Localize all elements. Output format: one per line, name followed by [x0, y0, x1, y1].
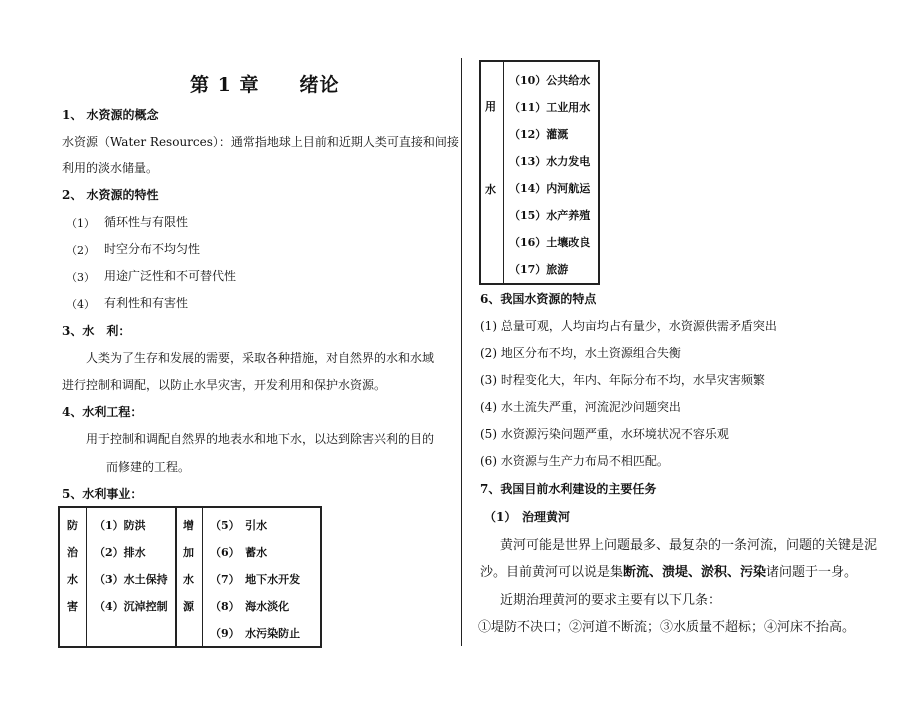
feature-item: (5) 水资源污染问题严重，水环境状况不容乐观	[480, 427, 729, 441]
group-label-char: 用	[485, 100, 496, 113]
characteristic-text-4: 有利性和有害性	[104, 296, 189, 310]
group-label-char: 源	[183, 600, 194, 613]
water-affair-item: （9） 水污染防止	[210, 627, 301, 640]
water-use-item: （12）灌溉	[509, 128, 569, 141]
yellow-river-problems: 断流、溃堤、淤积、污染	[623, 565, 767, 580]
water-affair-item: （5） 引水	[210, 519, 268, 532]
water-affair-item: （8） 海水淡化	[210, 600, 290, 613]
group-label-char: 防	[67, 519, 78, 532]
characteristic-num-1: （1）	[66, 217, 95, 230]
water-affair-item: （6） 蓄水	[210, 546, 268, 559]
table-divider	[202, 507, 203, 647]
table-divider	[175, 507, 177, 647]
section-4-line-1: 用于控制和调配自然界的地表水和地下水，以达到除害兴利的目的	[86, 432, 435, 446]
water-use-item: （15）水产养殖	[509, 209, 591, 222]
water-use-item: （17）旅游	[509, 263, 569, 276]
table-divider	[503, 61, 504, 284]
section-4-heading: 4、水利工程：	[62, 405, 143, 419]
section-6-heading: 6、我国水资源的特点	[480, 292, 597, 306]
water-use-item: （11）工业用水	[509, 101, 591, 114]
group-label-char: 水	[67, 573, 78, 586]
section-3-line-1: 人类为了生存和发展的需要，采取各种措施，对自然界的水和水域	[86, 351, 435, 365]
yellow-river-line-2-pre: 沙。目前黄河可以说是集	[480, 565, 624, 580]
section-4-line-2: 而修建的工程。	[106, 460, 191, 474]
table-divider	[86, 507, 87, 647]
water-affair-item: （4）沉淖控制	[94, 600, 168, 613]
section-1-heading: 1、 水资源的概念	[62, 108, 159, 122]
task-title: 治理黄河	[522, 510, 571, 524]
characteristic-num-2: （2）	[66, 244, 95, 257]
yellow-river-line-2	[480, 561, 857, 580]
yellow-river-line-2-post: 诸问题于一身。	[766, 565, 858, 580]
water-use-item: （10）公共给水	[509, 74, 591, 87]
characteristic-text-3: 用途广泛性和不可替代性	[104, 269, 237, 283]
group-label-char: 增	[183, 519, 194, 532]
characteristic-text-2: 时空分布不均匀性	[104, 242, 201, 256]
group-label-char: 水	[485, 183, 496, 196]
water-affair-item: （7） 地下水开发	[210, 573, 301, 586]
feature-item: (6) 水资源与生产力布局不相匹配。	[480, 454, 669, 468]
feature-item: (1) 总量可观，人均亩均占有量少，水资源供需矛盾突出	[480, 319, 777, 333]
group-label-char: 害	[67, 600, 78, 613]
group-label-char: 水	[183, 573, 194, 586]
water-affair-item: （2）排水	[94, 546, 146, 559]
yellow-river-requirements: ①堤防不决口；②河道不断流；③水质量不超标；④河床不抬高。	[478, 620, 856, 635]
chapter-title: 第 1 章 绪论	[190, 74, 340, 96]
section-1-line-2: 利用的淡水储量。	[62, 161, 159, 175]
section-3-heading: 3、水 利：	[62, 324, 131, 338]
column-divider	[461, 58, 462, 646]
characteristic-text-1: 循环性与有限性	[104, 215, 189, 229]
task-number: （1）	[484, 510, 517, 524]
yellow-river-line-1: 黄河可能是世界上问题最多、最复杂的一条河流，问题的关键是泥	[500, 538, 878, 553]
section-7-heading: 7、我国目前水利建设的主要任务	[480, 482, 657, 496]
feature-item: (2) 地区分布不均，水土资源组合失衡	[480, 346, 681, 360]
section-5-heading: 5、水利事业：	[62, 487, 143, 501]
feature-item: (3) 时程变化大，年内、年际分布不均，水旱灾害频繁	[480, 373, 765, 387]
group-label-char: 治	[67, 546, 78, 559]
section-3-line-2: 进行控制和调配，以防止水旱灾害，开发利用和保护水资源。	[62, 378, 387, 392]
water-affair-item: （3）水土保持	[94, 573, 168, 586]
water-use-item: （16）土壤改良	[509, 236, 591, 249]
group-label-char: 加	[183, 546, 194, 559]
water-affair-item: （1）防洪	[94, 519, 146, 532]
feature-item: (4) 水土流失严重，河流泥沙问题突出	[480, 400, 681, 414]
section-1-line-1: 水资源（Water Resources）：通常指地球上目前和近期人类可直接和间接	[62, 135, 459, 149]
yellow-river-requirements-intro: 近期治理黄河的要求主要有以下几条：	[500, 593, 722, 608]
water-use-table	[479, 60, 600, 285]
characteristic-num-4: （4）	[66, 298, 95, 311]
characteristic-num-3: （3）	[66, 271, 95, 284]
water-use-item: （14）内河航运	[509, 182, 591, 195]
section-2-heading: 2、 水资源的特性	[62, 188, 159, 202]
water-use-item: （13）水力发电	[509, 155, 591, 168]
